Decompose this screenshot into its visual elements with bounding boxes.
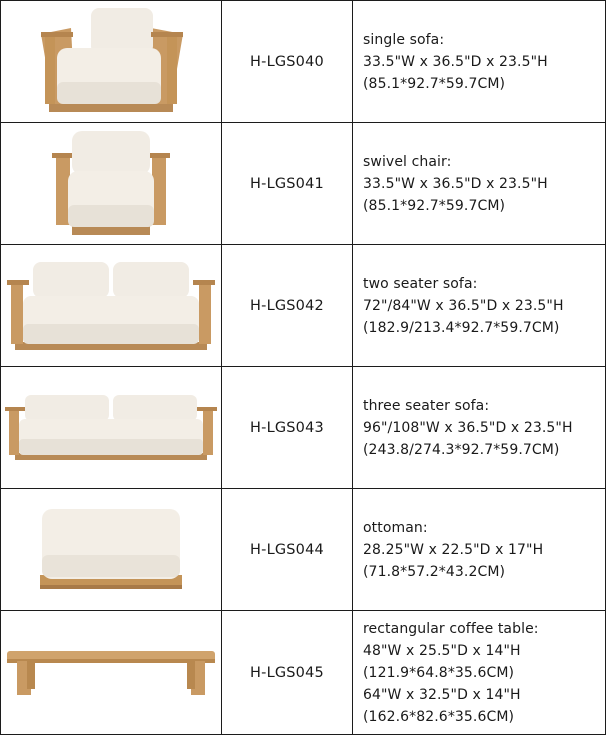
- product-name: two seater sofa:: [363, 275, 478, 292]
- dimensions-cm-large: (162.6*82.6*35.6CM): [363, 708, 515, 725]
- ottoman-image: [36, 505, 186, 595]
- product-code: H-LGS044: [222, 489, 353, 611]
- three-seater-sofa-image: [5, 393, 217, 463]
- product-image-cell: [1, 245, 222, 367]
- product-image-cell: [1, 1, 222, 123]
- dimensions-cm: (121.9*64.8*35.6CM): [363, 664, 515, 681]
- dimensions-cm: (182.9/213.4*92.7*59.7CM): [363, 319, 560, 336]
- product-code: H-LGS043: [222, 367, 353, 489]
- swivel-chair-image: [46, 125, 176, 243]
- table-row: [1, 245, 606, 367]
- product-description: [353, 1, 606, 123]
- dimensions-inch: 72"/84"W x 36.5"D x 23.5"H: [363, 297, 564, 314]
- product-name: single sofa:: [363, 31, 445, 48]
- dimensions-inch: 33.5"W x 36.5"D x 23.5"H: [363, 53, 548, 70]
- product-description: [353, 611, 606, 735]
- single-sofa-image: [31, 4, 191, 119]
- product-code: H-LGS040: [222, 1, 353, 123]
- dimensions-inch: 96"/108"W x 36.5"D x 23.5"H: [363, 419, 573, 436]
- dimensions-inch-large: 64"W x 32.5"D x 14"H: [363, 686, 521, 703]
- table-row: [1, 123, 606, 245]
- product-description: [353, 367, 606, 489]
- table-row: [1, 1, 606, 123]
- product-image-cell: [1, 123, 222, 245]
- product-name: three seater sofa:: [363, 397, 490, 414]
- product-description: [353, 489, 606, 611]
- dimensions-inch: 48"W x 25.5"D x 14"H: [363, 642, 521, 659]
- product-name: ottoman:: [363, 519, 428, 536]
- table-row: [1, 367, 606, 489]
- product-description: [353, 123, 606, 245]
- two-seater-sofa-image: [5, 258, 217, 353]
- product-image-cell: [1, 611, 222, 735]
- product-code: H-LGS045: [222, 611, 353, 735]
- product-name: rectangular coffee table:: [363, 620, 539, 637]
- dimensions-cm: (85.1*92.7*59.7CM): [363, 75, 506, 92]
- product-description: [353, 245, 606, 367]
- dimensions-inch: 28.25"W x 22.5"D x 17"H: [363, 541, 544, 558]
- dimensions-cm: (243.8/274.3*92.7*59.7CM): [363, 441, 560, 458]
- table-row: [1, 489, 606, 611]
- product-image-cell: [1, 367, 222, 489]
- product-code: H-LGS041: [222, 123, 353, 245]
- dimensions-cm: (85.1*92.7*59.7CM): [363, 197, 506, 214]
- product-image-cell: [1, 489, 222, 611]
- dimensions-cm: (71.8*57.2*43.2CM): [363, 563, 506, 580]
- coffee-table-image: [5, 645, 217, 701]
- product-code: H-LGS042: [222, 245, 353, 367]
- table-row: [1, 611, 606, 735]
- dimensions-inch: 33.5"W x 36.5"D x 23.5"H: [363, 175, 548, 192]
- product-name: swivel chair:: [363, 153, 452, 170]
